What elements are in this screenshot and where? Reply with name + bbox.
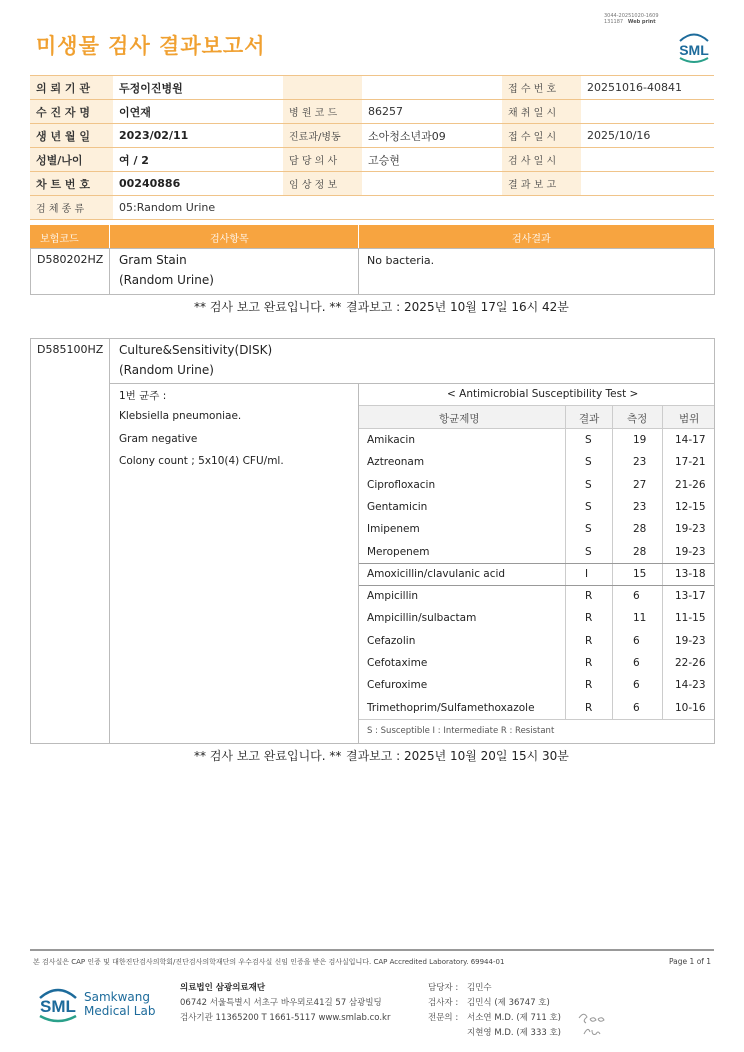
logo-line1: Samkwang	[84, 990, 150, 1004]
ast-drug: Gentamicin	[367, 500, 428, 513]
ast-row	[359, 674, 714, 696]
info-label: 임 상 정 보	[283, 172, 362, 196]
ast-range: 19-23	[675, 634, 706, 647]
ast-row	[359, 697, 714, 719]
org-name: 의료법인 삼광의료재단	[180, 983, 266, 993]
logo-line2: Medical Lab	[84, 1004, 156, 1018]
info-label: 의 뢰 기 관	[30, 76, 113, 100]
header-result: 검사결과	[512, 234, 551, 245]
print-code-tag: Web print	[627, 19, 656, 25]
organism-label: 1번 균주 :	[119, 390, 167, 402]
ast-row	[359, 451, 714, 473]
staff-label-2: 검사자 :	[428, 998, 459, 1008]
ast-row	[359, 607, 714, 629]
ast-range: 14-23	[675, 679, 706, 692]
ast-result: S	[585, 523, 592, 536]
ast-drug: Cefazolin	[367, 634, 416, 647]
info-label: 생 년 월 일	[30, 124, 113, 148]
ast-result: S	[585, 545, 592, 558]
ast-drug: Amikacin	[367, 434, 416, 446]
test1-result: No bacteria.	[367, 254, 435, 267]
ast-range: 17-21	[675, 456, 706, 469]
ast-result: S	[585, 434, 592, 446]
org-address: 06742 서울특별시 서초구 바우뫼로41길 57 삼광빌딩	[180, 998, 382, 1008]
ast-measure: 23	[633, 456, 647, 469]
test1-completion: ** 검사 보고 완료입니다. **	[194, 300, 342, 314]
samkwang-logo-icon	[36, 980, 80, 1026]
ast-result: R	[585, 657, 593, 669]
ast-measure: 6	[633, 701, 640, 714]
info-value: 고승현	[362, 148, 502, 172]
ast-range: 12-15	[675, 500, 706, 513]
ast-result: R	[585, 612, 593, 625]
ast-range: 13-17	[675, 590, 706, 603]
footer-divider	[30, 949, 714, 951]
test2-item-line1: Culture&Sensitivity(DISK)	[119, 343, 273, 357]
ast-result: S	[585, 456, 592, 469]
ast-measure: 6	[633, 679, 640, 692]
specimen-label: 검 체 종 류	[30, 196, 113, 220]
ast-measure: 11	[633, 612, 647, 625]
ast-range: 19-23	[675, 523, 706, 536]
ast-col-result: 결과	[579, 413, 600, 425]
info-label: 접 수 번 호	[502, 76, 581, 100]
ast-drug: Meropenem	[367, 545, 430, 558]
ast-range: 10-16	[675, 701, 706, 714]
info-row	[30, 76, 714, 100]
ast-row	[359, 563, 714, 585]
ast-row	[359, 429, 714, 451]
ast-result: S	[585, 500, 592, 513]
samkwang-logo-sml: SML	[40, 997, 76, 1016]
info-value: 86257	[362, 100, 502, 124]
gram-result: Gram negative	[119, 433, 198, 445]
info-value: 소아청소년과09	[362, 124, 502, 148]
ast-result: R	[585, 701, 593, 714]
footer-notice: 본 검사실은 CAP 인증 및 대한진단검사의학회/진단검사의학재단의 우수검사실 신임 인증을 받은 검사실입니다. CAP Accredited Laboratory. 69944-01	[33, 958, 505, 966]
ast-row	[359, 585, 714, 607]
ast-header-row	[359, 406, 714, 428]
test2-completion: ** 검사 보고 완료입니다. **	[194, 749, 342, 763]
test2-code: D585100HZ	[37, 343, 104, 356]
ast-range: 13-18	[675, 567, 706, 580]
ast-result: S	[585, 478, 592, 491]
sml-logo-text: SML	[679, 42, 709, 58]
info-value: 이연재	[113, 100, 283, 124]
ast-measure: 15	[633, 567, 647, 580]
report-title: 미생물 검사 결과보고서	[36, 34, 266, 58]
ast-measure: 28	[633, 523, 647, 536]
ast-col-drug: 항균제명	[439, 413, 480, 425]
info-value: 00240886	[113, 172, 283, 196]
ast-row	[359, 496, 714, 518]
info-label: 접 수 일 시	[502, 124, 581, 148]
org-contact: 검사기관 11365200 T 1661-5117 www.smlab.co.kr	[180, 1013, 391, 1023]
info-label: 병 원 코 드	[283, 100, 362, 124]
staff-value-1: 김민수	[467, 983, 492, 993]
print-code-line2: 131187	[604, 19, 624, 25]
ast-drug: Trimethoprim/Sulfamethoxazole	[367, 701, 535, 714]
test1-code: D580202HZ	[37, 253, 104, 266]
sml-logo-icon	[672, 26, 716, 66]
signature-icon	[576, 1008, 610, 1040]
info-value: 20251016-40841	[581, 76, 714, 100]
info-label: 수 진 자 명	[30, 100, 113, 124]
info-value	[362, 76, 502, 100]
staff-label-1: 담당자 :	[428, 983, 459, 993]
info-value	[581, 172, 714, 196]
ast-col-measure: 측정	[627, 413, 648, 425]
patient-info-table	[30, 75, 714, 220]
ast-col-range: 범위	[679, 413, 700, 425]
ast-drug: Imipenem	[367, 523, 420, 536]
ast-result: I	[585, 567, 589, 580]
info-row	[30, 148, 714, 172]
info-value: 여 / 2	[113, 148, 283, 172]
ast-row	[359, 541, 714, 563]
header-item: 검사항목	[210, 234, 249, 245]
ast-measure: 23	[633, 500, 647, 513]
ast-range: 19-23	[675, 545, 706, 558]
test2-item-line2: (Random Urine)	[119, 363, 214, 377]
ast-range: 11-15	[675, 612, 706, 625]
staff-value-3: 서소연 M.D. (제 711 호)	[467, 1013, 562, 1023]
result-table-header	[30, 225, 714, 248]
ast-measure: 6	[633, 634, 640, 647]
info-value: 두정이진병원	[113, 76, 283, 100]
info-row	[30, 172, 714, 196]
ast-range: 21-26	[675, 478, 706, 491]
info-row	[30, 124, 714, 148]
info-value: 2025/10/16	[581, 124, 714, 148]
ast-result: R	[585, 679, 593, 692]
ast-drug: Ampicillin/sulbactam	[367, 612, 477, 625]
ast-range: 14-17	[675, 434, 706, 446]
test1-item-line1: Gram Stain	[119, 253, 187, 267]
ast-drug: Cefotaxime	[367, 657, 428, 669]
staff-value-2: 김민식 (제 36747 호)	[467, 998, 550, 1008]
ast-measure: 6	[633, 657, 640, 669]
ast-range: 22-26	[675, 657, 706, 669]
ast-drug: Ampicillin	[367, 590, 419, 603]
info-label: 성별/나이	[30, 148, 113, 172]
ast-title: < Antimicrobial Susceptibility Test >	[447, 388, 639, 400]
info-label: 담 당 의 사	[283, 148, 362, 172]
info-value	[581, 100, 714, 124]
info-value	[362, 172, 502, 196]
ast-drug: Cefuroxime	[367, 679, 428, 692]
print-code-line1: 3044-20251020-1609	[604, 13, 659, 19]
info-label: 차 트 번 호	[30, 172, 113, 196]
info-label: 검 사 일 시	[502, 148, 581, 172]
info-label: 채 취 일 시	[502, 100, 581, 124]
ast-row	[359, 474, 714, 496]
info-label	[283, 76, 362, 100]
print-code	[604, 13, 684, 25]
test1-report-time: 결과보고 : 2025년 10월 17일 16시 42분	[346, 300, 569, 314]
test1-item-line2: (Random Urine)	[119, 273, 214, 287]
ast-drug: Aztreonam	[367, 456, 425, 469]
info-label: 진료과/병동	[283, 124, 362, 148]
page-number: Page 1 of 1	[669, 957, 712, 966]
ast-measure: 27	[633, 478, 647, 491]
specimen-row	[30, 196, 714, 220]
info-label: 결 과 보 고	[502, 172, 581, 196]
ast-row	[359, 652, 714, 674]
ast-result: R	[585, 590, 593, 603]
info-value	[581, 148, 714, 172]
ast-row	[359, 630, 714, 652]
info-row	[30, 100, 714, 124]
ast-measure: 19	[633, 434, 647, 446]
ast-measure: 28	[633, 545, 647, 558]
ast-drug: Amoxicillin/clavulanic acid	[367, 567, 506, 580]
staff-label-3: 전문의 :	[428, 1013, 459, 1023]
header-code: 보험코드	[40, 234, 79, 245]
specimen-value: 05:Random Urine	[113, 196, 714, 220]
colony-count: Colony count ; 5x10(4) CFU/ml.	[119, 455, 284, 467]
ast-row	[359, 518, 714, 540]
staff-value-4: 지현영 M.D. (제 333 호)	[467, 1028, 562, 1038]
info-value: 2023/02/11	[113, 124, 283, 148]
ast-measure: 6	[633, 590, 640, 603]
organism-name: Klebsiella pneumoniae.	[119, 410, 242, 422]
ast-legend: S : Susceptible I : Intermediate R : Resistant	[367, 726, 555, 736]
ast-drug: Ciprofloxacin	[367, 478, 436, 491]
ast-result: R	[585, 634, 593, 647]
test2-report-time: 결과보고 : 2025년 10월 20일 15시 30분	[346, 749, 569, 763]
